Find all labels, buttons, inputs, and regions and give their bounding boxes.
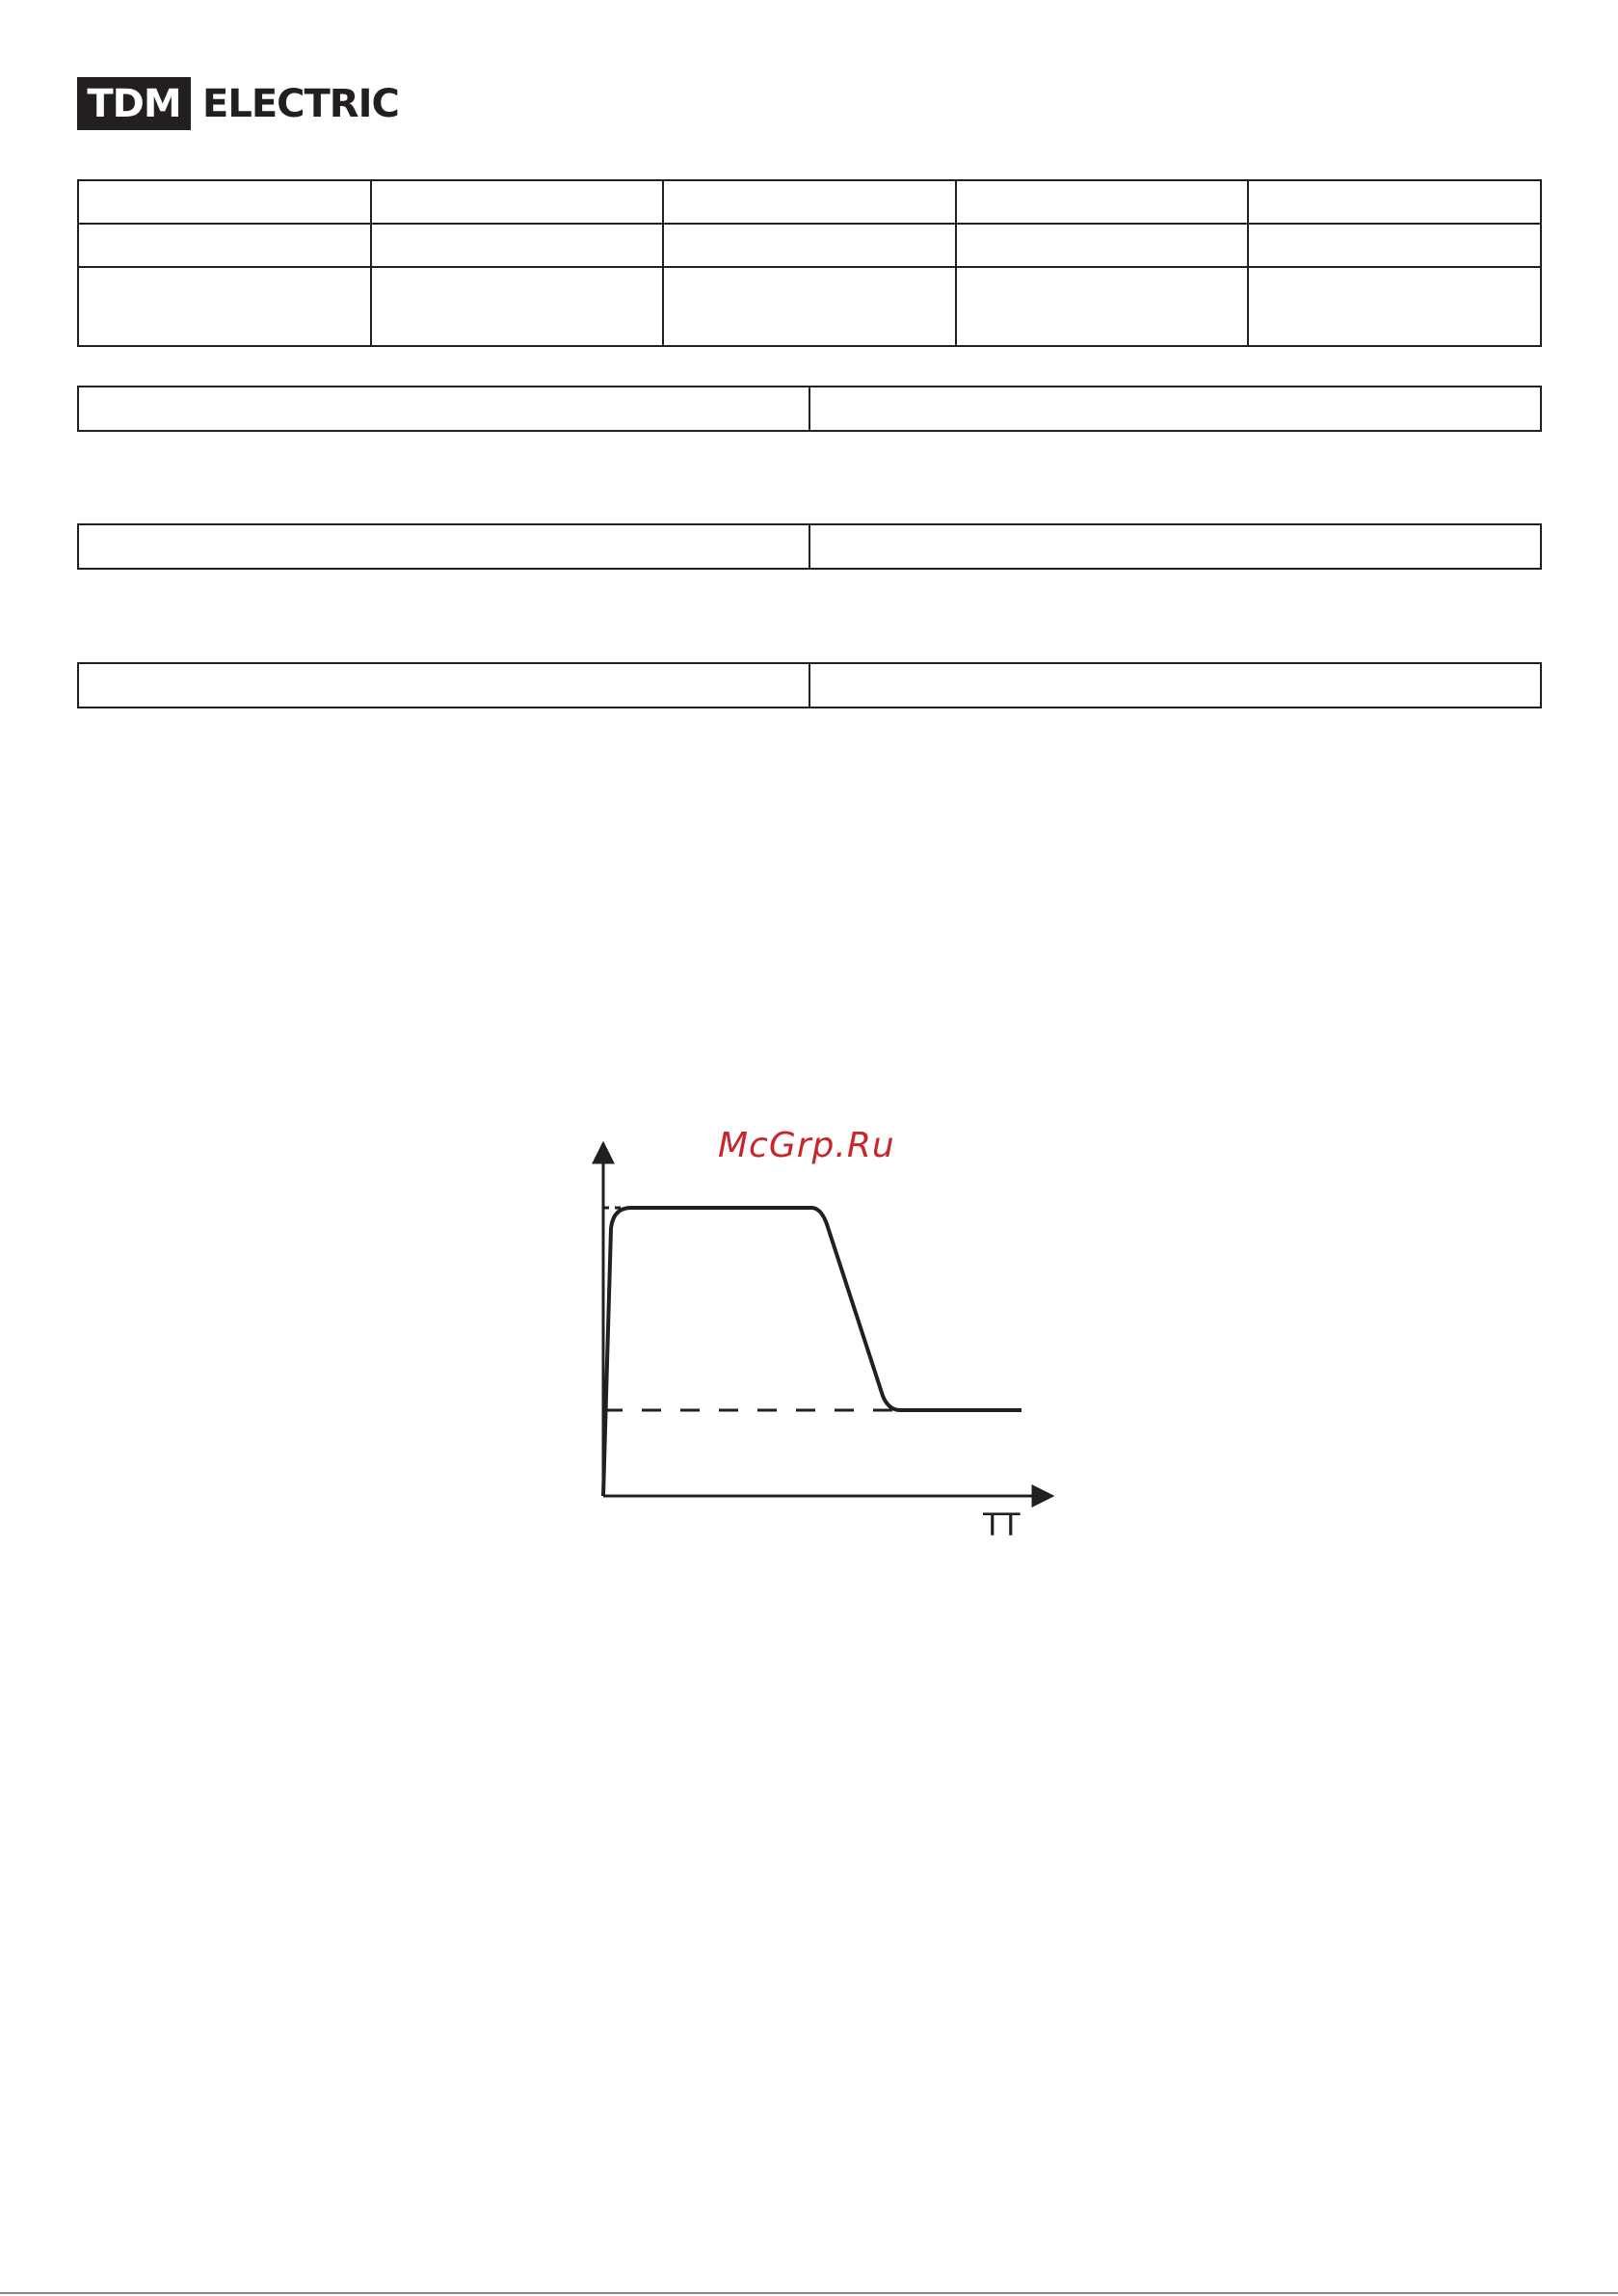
table-row — [78, 663, 1541, 707]
table-cell — [371, 224, 664, 267]
table-cell — [663, 180, 956, 224]
signal-curve — [603, 1208, 1021, 1496]
table-row — [78, 180, 1541, 224]
table-cell — [663, 267, 956, 346]
table-cell — [78, 663, 809, 707]
x-axis-label: TT — [983, 1507, 1021, 1543]
timing-diagram — [578, 1137, 1079, 1562]
table-cell — [956, 224, 1249, 267]
table-cell — [809, 524, 1541, 569]
table-row — [78, 387, 1541, 431]
table-cell — [371, 180, 664, 224]
table-row — [78, 267, 1541, 346]
table-cell — [956, 267, 1249, 346]
table-cell — [78, 524, 809, 569]
table-cell — [1248, 224, 1541, 267]
table-cell — [1248, 180, 1541, 224]
watermark: McGrp.Ru — [718, 1126, 895, 1165]
table-cell — [371, 267, 664, 346]
table-cell — [663, 224, 956, 267]
table-cell — [1248, 267, 1541, 346]
pair-table-3 — [77, 662, 1542, 708]
brand-logo — [77, 77, 399, 130]
table-row — [78, 524, 1541, 569]
pair-table-1 — [77, 386, 1542, 432]
table-cell — [78, 267, 371, 346]
table-cell — [809, 663, 1541, 707]
logo-text: ELECTRIC — [202, 81, 399, 126]
table-cell — [956, 180, 1249, 224]
table-cell — [78, 180, 371, 224]
footer-divider — [0, 2292, 1618, 2294]
table-cell — [809, 387, 1541, 431]
table-cell — [78, 224, 371, 267]
pair-table-2 — [77, 523, 1542, 570]
table-cell — [78, 387, 809, 431]
table-row — [78, 224, 1541, 267]
spec-table — [77, 179, 1542, 347]
logo-box: TDM — [77, 77, 191, 130]
